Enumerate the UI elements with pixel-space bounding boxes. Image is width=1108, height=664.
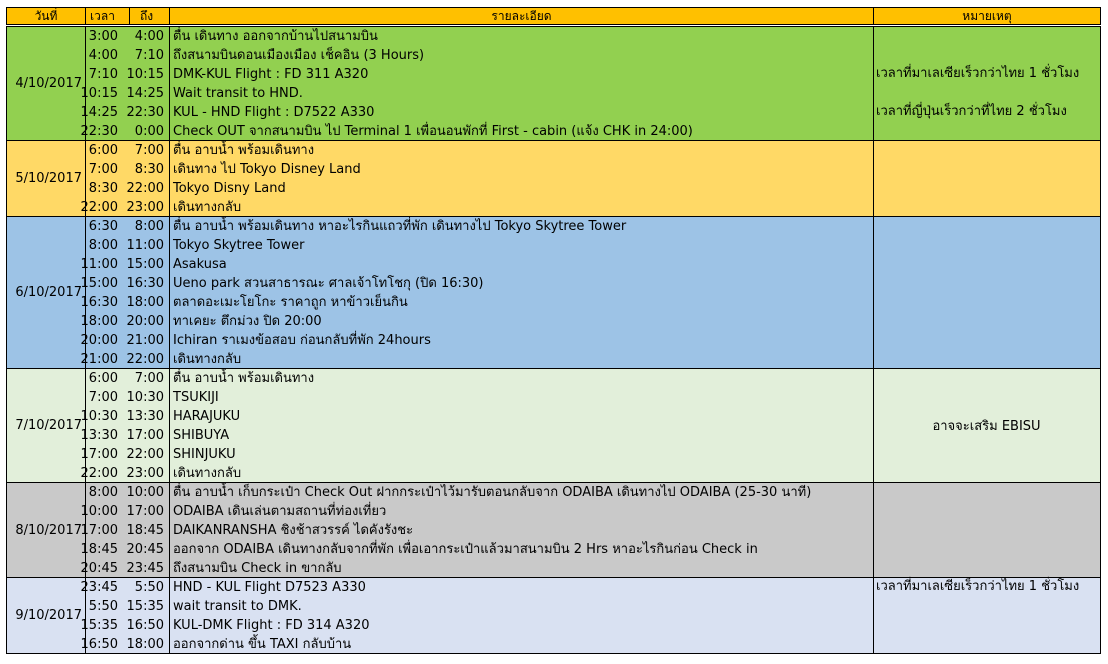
schedule-row[interactable] xyxy=(80,312,1102,331)
time-to: 20:00 xyxy=(126,314,164,329)
activity-description: SHIBUYA xyxy=(173,428,230,443)
activity-description: TSUKIJI xyxy=(173,390,219,405)
time-to: 22:00 xyxy=(126,352,164,367)
time-from: 10:30 xyxy=(80,409,118,424)
activity-description: ถึงสนามบินดอนเมืองเมือง เช็คอิน (3 Hours) xyxy=(173,48,425,63)
time-from: 23:45 xyxy=(80,580,118,595)
day-block xyxy=(80,216,1101,369)
schedule-row[interactable] xyxy=(80,559,1102,578)
activity-description: HARAJUKU xyxy=(173,409,241,424)
time-to: 17:00 xyxy=(126,428,164,443)
schedule-row[interactable] xyxy=(80,635,1102,654)
time-to: 15:00 xyxy=(126,257,164,272)
time-to: 20:45 xyxy=(126,542,164,557)
time-from: 17:00 xyxy=(80,523,118,538)
activity-description: ถึงสนามบิน Check in ขากลับ xyxy=(173,561,342,576)
schedule-row[interactable] xyxy=(80,255,1102,274)
schedule-row[interactable] xyxy=(80,198,1102,217)
day-block xyxy=(80,368,1101,483)
header-detail[interactable]: รายละเอียด xyxy=(169,7,874,25)
time-from: 6:00 xyxy=(88,143,118,158)
schedule-row[interactable] xyxy=(80,521,1102,540)
schedule-row[interactable] xyxy=(80,540,1102,559)
time-from: 14:25 xyxy=(80,105,118,120)
day-block xyxy=(80,140,1101,217)
activity-description: ODAIBA เดินเล่นตามสถานที่ท่องเที่ยว xyxy=(173,504,387,519)
activity-description: SHINJUKU xyxy=(173,447,236,462)
time-to: 8:00 xyxy=(134,219,164,234)
time-to: 0:00 xyxy=(134,124,164,139)
day-date-cell[interactable]: 4/10/2017 xyxy=(6,26,86,141)
activity-description: Tokyo Skytree Tower xyxy=(173,238,305,253)
schedule-row[interactable] xyxy=(86,236,1102,255)
time-to: 15:35 xyxy=(126,599,164,614)
header-time-from[interactable]: เวลา xyxy=(85,7,130,25)
schedule-row[interactable] xyxy=(86,597,1102,616)
activity-description: wait transit to DMK. xyxy=(173,599,302,614)
schedule-row[interactable] xyxy=(80,274,1102,293)
time-from: 16:30 xyxy=(80,295,118,310)
time-from: 15:00 xyxy=(80,276,118,291)
schedule-row[interactable] xyxy=(80,350,1102,369)
schedule-row[interactable] xyxy=(86,160,1102,179)
schedule-row[interactable] xyxy=(80,84,1102,103)
time-to: 17:00 xyxy=(126,504,164,519)
schedule-row[interactable] xyxy=(86,179,1102,198)
activity-description: ออกจาก ODAIBA เดินทางกลับจากที่พัก เพื่อเอากระเป๋าแล้วมาสนามบิน 2 Hrs หาอะไรกินก่อน Check in xyxy=(173,542,758,557)
time-from: 7:10 xyxy=(88,67,118,82)
time-from: 6:00 xyxy=(88,371,118,386)
time-from: 7:00 xyxy=(88,390,118,405)
activity-description: เดินทางกลับ xyxy=(173,200,242,215)
schedule-row[interactable] xyxy=(86,388,1102,407)
time-to: 18:00 xyxy=(126,637,164,652)
schedule-row[interactable] xyxy=(86,46,1102,65)
activity-description: DAIKANRANSHA ชิงช้าสวรรค์ ไดคังรังชะ xyxy=(173,523,414,538)
schedule-row[interactable] xyxy=(80,293,1102,312)
time-from: 18:45 xyxy=(80,542,118,557)
time-from: 22:00 xyxy=(80,466,118,481)
time-to: 4:00 xyxy=(134,29,164,44)
activity-description: KUL - HND Flight : D7522 A330 xyxy=(173,105,375,120)
schedule-row[interactable] xyxy=(86,141,1102,160)
day-block xyxy=(80,577,1101,654)
remark-text: เวลาที่มาเลเซียเร็วกว่าไทย 1 ชั่วโมง xyxy=(876,579,1080,594)
activity-description: Ueno park สวนสาธารณะ ศาลเจ้าโทโชกุ (ปิด 16:30) xyxy=(173,276,484,291)
time-to: 10:00 xyxy=(126,485,164,500)
activity-description: ออกจากด่าน ขึ้น TAXI กลับบ้าน xyxy=(173,637,352,652)
activity-description: Asakusa xyxy=(173,257,227,272)
schedule-row[interactable] xyxy=(80,122,1102,141)
day-date-cell[interactable]: 9/10/2017 xyxy=(6,577,86,654)
time-to: 18:45 xyxy=(126,523,164,538)
time-from: 7:00 xyxy=(88,162,118,177)
schedule-row[interactable] xyxy=(86,217,1102,236)
time-to: 21:00 xyxy=(126,333,164,348)
time-from: 20:00 xyxy=(80,333,118,348)
time-from: 8:00 xyxy=(88,238,118,253)
schedule-row[interactable] xyxy=(80,445,1102,464)
time-to: 22:30 xyxy=(126,105,164,120)
activity-description: ตื่น อาบน้ำ พร้อมเดินทาง xyxy=(173,371,315,386)
activity-description: Check OUT จากสนามบิน ไป Terminal 1 เพื่อนอนพักที่ First - cabin (แจ้ง CHK in 24:00) xyxy=(173,124,693,139)
schedule-row[interactable] xyxy=(86,483,1102,502)
activity-description: Tokyo Disny Land xyxy=(173,181,286,196)
time-from: 10:15 xyxy=(80,86,118,101)
day-block xyxy=(80,482,1101,578)
activity-description: เดินทาง ไป Tokyo Disney Land xyxy=(173,162,361,177)
time-from: 17:00 xyxy=(80,447,118,462)
time-from: 11:00 xyxy=(80,257,118,272)
time-from: 4:00 xyxy=(88,48,118,63)
time-to: 16:30 xyxy=(126,276,164,291)
schedule-row[interactable] xyxy=(80,331,1102,350)
activity-description: HND - KUL Flight D7523 A330 xyxy=(173,580,366,595)
header-time-to[interactable]: ถึง xyxy=(129,7,170,25)
activity-description: Wait transit to HND. xyxy=(173,86,303,101)
time-to: 22:00 xyxy=(126,181,164,196)
time-from: 20:45 xyxy=(80,561,118,576)
time-from: 15:35 xyxy=(80,618,118,633)
day-date-cell[interactable]: 8/10/2017 xyxy=(6,482,86,578)
time-to: 14:25 xyxy=(126,86,164,101)
activity-description: เดินทางกลับ xyxy=(173,466,242,481)
activity-description: DMK-KUL Flight : FD 311 A320 xyxy=(173,67,369,82)
activity-description: ตื่น อาบน้ำ เก็บกระเป๋า Check Out ฝากกระเป๋าไว้มารับตอนกลับจาก ODAIBA เดินทางไป ODAIBA (25-30 นาที) xyxy=(173,485,812,500)
time-to: 13:30 xyxy=(126,409,164,424)
time-to: 23:45 xyxy=(126,561,164,576)
activity-description: ตื่น อาบน้ำ พร้อมเดินทาง หาอะไรกินแถวที่พัก เดินทางไป Tokyo Skytree Tower xyxy=(173,219,627,234)
time-from: 3:00 xyxy=(88,29,118,44)
time-from: 6:30 xyxy=(88,219,118,234)
time-to: 7:10 xyxy=(134,48,164,63)
time-from: 22:30 xyxy=(80,124,118,139)
schedule-row[interactable] xyxy=(86,369,1102,388)
time-from: 5:50 xyxy=(88,599,118,614)
time-to: 7:00 xyxy=(134,371,164,386)
time-from: 21:00 xyxy=(80,352,118,367)
time-to: 10:30 xyxy=(126,390,164,405)
activity-description: ตื่น อาบน้ำ พร้อมเดินทาง xyxy=(173,143,315,158)
time-to: 10:15 xyxy=(126,67,164,82)
schedule-row[interactable] xyxy=(80,464,1102,483)
time-to: 22:00 xyxy=(126,447,164,462)
time-from: 18:00 xyxy=(80,314,118,329)
time-from: 8:00 xyxy=(88,485,118,500)
remark-text: เวลาที่มาเลเซียเร็วกว่าไทย 1 ชั่วโมง xyxy=(876,66,1080,81)
time-to: 16:50 xyxy=(126,618,164,633)
time-to: 7:00 xyxy=(134,143,164,158)
activity-description: ตื่น เดินทาง ออกจากบ้านไปสนามบิน xyxy=(173,29,378,44)
activity-description: ทาเคยะ ตึกม่วง ปิด 20:00 xyxy=(173,314,322,329)
schedule-row[interactable] xyxy=(80,616,1102,635)
time-to: 23:00 xyxy=(126,466,164,481)
time-to: 5:50 xyxy=(134,580,164,595)
schedule-row[interactable] xyxy=(80,502,1102,521)
day-date-cell[interactable]: 5/10/2017 xyxy=(6,140,86,217)
day-block xyxy=(80,26,1101,141)
time-to: 11:00 xyxy=(126,238,164,253)
time-from: 8:30 xyxy=(88,181,118,196)
day-date-cell[interactable]: 6/10/2017 xyxy=(6,216,86,369)
activity-description: เดินทางกลับ xyxy=(173,352,242,367)
time-from: 22:00 xyxy=(80,200,118,215)
activity-description: ตลาดอะเมะโยโกะ ราคาถูก หาข้าวเย็นกิน xyxy=(173,295,408,310)
remark-text: เวลาที่ญี่ปุ่นเร็วกว่าที่ไทย 2 ชั่วโมง xyxy=(876,104,1067,119)
day-date-cell[interactable]: 7/10/2017 xyxy=(6,368,86,483)
remark-text: อาจจะเสริม EBISU xyxy=(932,419,1041,435)
time-from: 16:50 xyxy=(80,637,118,652)
time-from: 10:00 xyxy=(80,504,118,519)
header-date[interactable]: วันที่ xyxy=(6,7,86,25)
activity-description: Ichiran ราเมงข้อสอบ ก่อนกลับที่พัก 24hours xyxy=(173,333,431,348)
time-from: 13:30 xyxy=(80,428,118,443)
schedule-row[interactable] xyxy=(86,27,1102,46)
time-to: 23:00 xyxy=(126,200,164,215)
time-to: 18:00 xyxy=(126,295,164,310)
time-to: 8:30 xyxy=(134,162,164,177)
header-note[interactable]: หมายเหตุ xyxy=(873,7,1101,25)
activity-description: KUL-DMK Flight : FD 314 A320 xyxy=(173,618,370,633)
